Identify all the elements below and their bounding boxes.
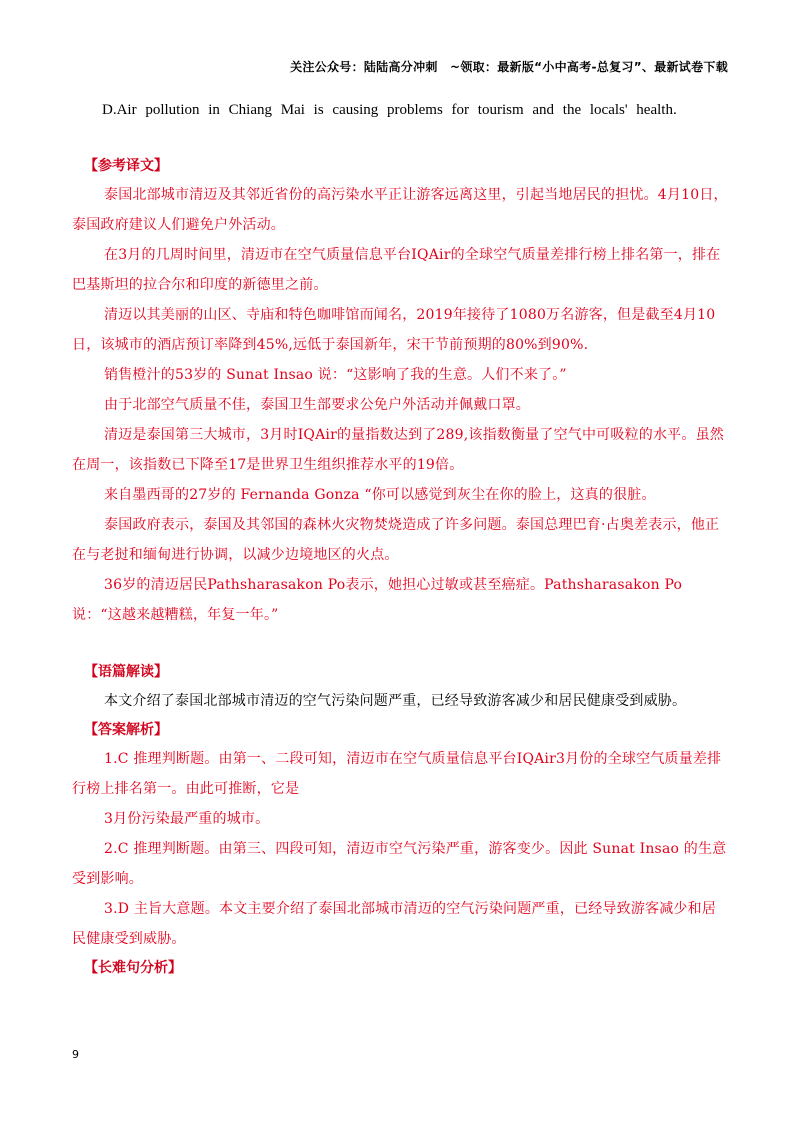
answer-item: 3.D 主旨大意题。本文主要介绍了泰国北部城市清迈的空气污染问题严重，已经导致游客减少和居民健康受到威胁。 xyxy=(72,901,717,947)
translation-paragraph: 来自墨西哥的27岁的 Fernanda Gonza “你可以感觉到灰尘在你的脸上，这真的很脏。 xyxy=(104,487,656,503)
answer-item: 1.C 推理判断题。由第一、二段可知，清迈市在空气质量信息平台IQAir3月份的全球空气质量差排行榜上排名第一。由此可推断，它是 xyxy=(72,751,722,797)
translation-paragraph: 泰国政府表示，泰国及其邻国的森林火灾物焚烧造成了许多问题。泰国总理巴育·占奥差表示，他正在与老挝和缅甸进行协调，以减少边境地区的火点。 xyxy=(72,517,720,563)
translation-paragraph: 销售橙汁的53岁的 Sunat Insao 说：“这影响了我的生意。人们不来了。” xyxy=(104,367,567,383)
answer-item: 3月份污染最严重的城市。 xyxy=(104,811,270,827)
translation-paragraph: 36岁的清迈居民Pathsharasakon Po表示，她担心过敏或甚至癌症。Pathsharasakon Po说：“这越来越糟糕，年复一年。” xyxy=(72,577,683,623)
page-number: 9 xyxy=(72,1048,79,1061)
analysis-heading: 【长难句分析】 xyxy=(84,960,182,976)
translation-paragraph: 泰国北部城市清迈及其邻近省份的高污染水平正让游客远离这里，引起当地居民的担忧。4月10日，泰国政府建议人们避免户外活动。 xyxy=(72,187,728,233)
answers-heading: 【答案解析】 xyxy=(84,722,168,738)
reading-heading: 【语篇解读】 xyxy=(84,664,168,680)
translation-paragraph: 在3月的几周时间里，清迈市在空气质量信息平台IQAir的全球空气质量差排行榜上排名第一，排在巴基斯坦的拉合尔和印度的新德里之前。 xyxy=(72,247,721,293)
page-content xyxy=(72,96,728,982)
translation-paragraph: 清迈以其美丽的山区、寺庙和特色咖啡馆而闻名，2019年接待了1080万名游客，但是截至4月10日，该城市的酒店预订率降到45%,远低于泰国新年，宋干节前预期的80%到90%. xyxy=(72,307,716,353)
answer-item: 2.C 推理判断题。由第三、四段可知，清迈市空气污染严重，游客变少。因此 Sunat Insao 的生意受到影响。 xyxy=(72,841,727,887)
option-d: D.Air pollution in Chiang Mai is causing problems for tourism and the locals' health. xyxy=(102,102,677,118)
translation-paragraph: 由于北部空气质量不佳，泰国卫生部要求公免户外活动并佩戴口罩。 xyxy=(104,397,530,413)
translation-heading: 【参考译文】 xyxy=(84,158,168,174)
page-header: 关注公众号：陆陆高分冲刺 ~领取：最新版“小中高考-总复习”、最新试卷下载 xyxy=(290,60,728,74)
reading-text: 本文介绍了泰国北部城市清迈的空气污染问题严重，已经导致游客减少和居民健康受到威胁。 xyxy=(104,693,687,709)
translation-paragraph: 清迈是泰国第三大城市，3月时IQAir的量指数达到了289,该指数衡量了空气中可吸粒的水平。虽然在周一，该指数已下降至17是世界卫生组织推荐水平的19倍。 xyxy=(72,427,724,473)
